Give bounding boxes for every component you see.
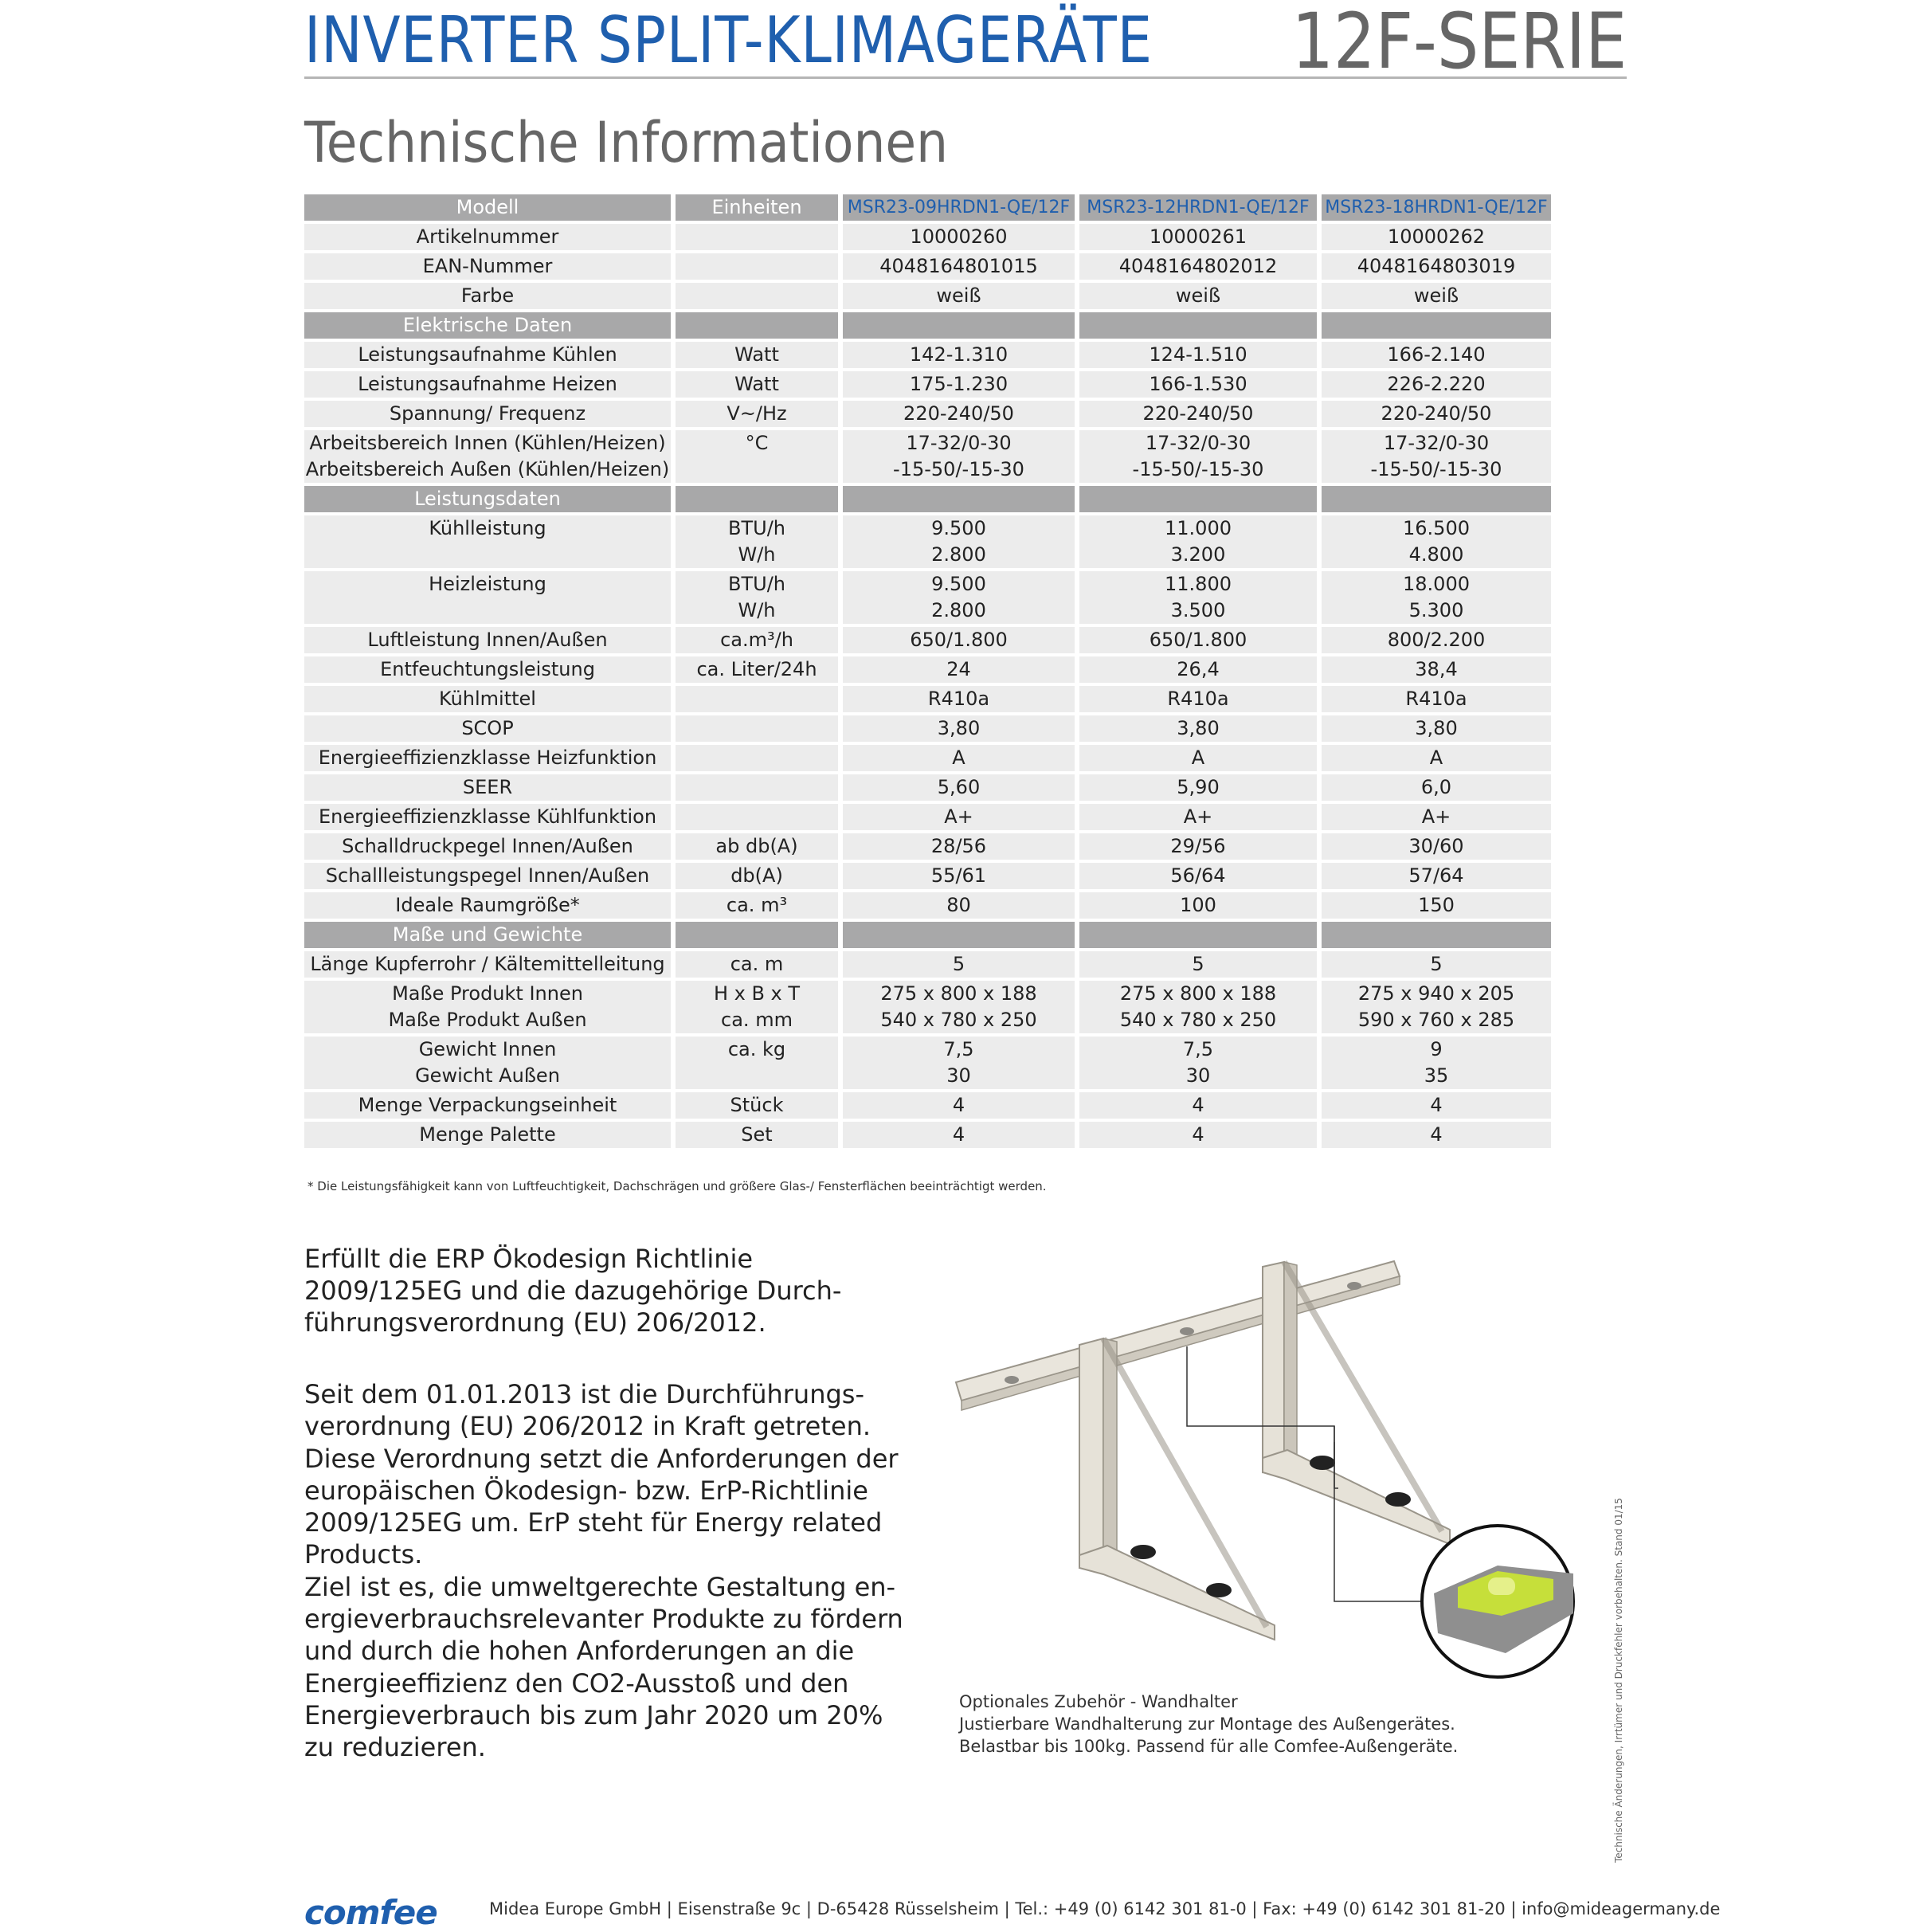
row-unit: Watt [676, 342, 838, 368]
table-row [304, 981, 1551, 1033]
row-value-2: 4 [1079, 1122, 1317, 1148]
row-value-2: 5,90 [1079, 774, 1317, 801]
section-empty-cell [676, 312, 838, 339]
section-empty-cell [676, 922, 838, 948]
footnote: * Die Leistungsfähigkeit kann von Luftfeuchtigkeit, Dachschrägen und größere Glas-/ Fensterflächen beeinträchtigt werden. [307, 1179, 1047, 1193]
table-row [304, 283, 1551, 309]
row-unit [676, 283, 838, 309]
row-label: Schallleistungspegel Innen/Außen [304, 863, 671, 889]
row-value-1: 55/61 [843, 863, 1075, 889]
row-value-1: 650/1.800 [843, 627, 1075, 653]
table-row [304, 224, 1551, 250]
row-value-1: 17-32/0-30 -15-50/-15-30 [843, 430, 1075, 483]
row-unit [676, 686, 838, 712]
erp-body-paragraph [304, 1378, 903, 1764]
row-value-1: weiß [843, 283, 1075, 309]
row-label: Energieeffizienzklasse Heizfunktion [304, 745, 671, 771]
row-unit [676, 253, 838, 280]
row-value-1: 275 x 800 x 188 540 x 780 x 250 [843, 981, 1075, 1033]
header-model-2: MSR23-12HRDN1-QE/12F [1079, 194, 1317, 221]
row-value-3: 38,4 [1322, 656, 1551, 683]
section-empty-cell [1079, 922, 1317, 948]
row-unit [676, 715, 838, 742]
row-value-1: 4 [843, 1092, 1075, 1119]
row-unit: ab db(A) [676, 833, 838, 860]
row-value-2: 4 [1079, 1092, 1317, 1119]
body-line: Energieverbrauch bis zum Jahr 2020 um 20% [304, 1699, 883, 1730]
row-label: Maße Produkt Innen Maße Produkt Außen [304, 981, 671, 1033]
legal-sidenote: Technische Änderungen, Irrtümer und Druckfehler vorbehalten. Stand 01/15 [1613, 1498, 1624, 1863]
intro-line: 2009/125EG und die dazugehörige Durch- [304, 1276, 842, 1306]
body-line: Ziel ist es, die umweltgerechte Gestaltung en- [304, 1571, 896, 1602]
row-unit: BTU/h W/h [676, 571, 838, 624]
erp-intro-paragraph [304, 1243, 878, 1338]
row-unit: H x B x T ca. mm [676, 981, 838, 1033]
table-row [304, 1037, 1551, 1089]
row-value-3: 10000262 [1322, 224, 1551, 250]
footer-address: Midea Europe GmbH | Eisenstraße 9c | D-65428 Rüsselsheim | Tel.: +49 (0) 6142 301 81-0 | Fax: +49 (0) 6142 301 81-20 | info@mideagermany.de [489, 1899, 1721, 1918]
row-label: EAN-Nummer [304, 253, 671, 280]
page-subtitle: Technische Informationen [304, 110, 949, 175]
accessory-caption [959, 1691, 1458, 1758]
row-label: SCOP [304, 715, 671, 742]
row-unit: °C [676, 430, 838, 483]
row-value-3: 57/64 [1322, 863, 1551, 889]
intro-line: Erfüllt die ERP Ökodesign Richtlinie [304, 1244, 754, 1274]
table-row [304, 863, 1551, 889]
section-empty-cell [676, 486, 838, 512]
row-label: SEER [304, 774, 671, 801]
row-value-2: 3,80 [1079, 715, 1317, 742]
row-unit [676, 774, 838, 801]
row-value-3: 5 [1322, 951, 1551, 978]
section-empty-cell [1079, 312, 1317, 339]
row-value-3: 6,0 [1322, 774, 1551, 801]
row-value-2: 7,5 30 [1079, 1037, 1317, 1089]
row-label: Menge Verpackungseinheit [304, 1092, 671, 1119]
section-title: Maße und Gewichte [304, 922, 671, 948]
row-label: Energieeffizienzklasse Kühlfunktion [304, 804, 671, 830]
table-row [304, 253, 1551, 280]
row-value-1: R410a [843, 686, 1075, 712]
row-label: Gewicht Innen Gewicht Außen [304, 1037, 671, 1089]
row-value-2: 100 [1079, 892, 1317, 919]
spec-table [300, 191, 1556, 1151]
header-title: INVERTER SPLIT-KLIMAGERÄTE [304, 3, 1153, 77]
row-label: Leistungsaufnahme Heizen [304, 371, 671, 398]
row-value-3: 226-2.220 [1322, 371, 1551, 398]
row-value-3: 166-2.140 [1322, 342, 1551, 368]
row-value-1: 5 [843, 951, 1075, 978]
row-value-1: 24 [843, 656, 1075, 683]
row-label: Farbe [304, 283, 671, 309]
table-row [304, 804, 1551, 830]
caption-line: Belastbar bis 100kg. Passend für alle Comfee-Außengeräte. [959, 1737, 1459, 1756]
caption-line: Optionales Zubehör - Wandhalter [959, 1692, 1238, 1711]
table-row [304, 892, 1551, 919]
table-header-row [304, 194, 1551, 221]
table-row [304, 571, 1551, 624]
row-value-2: 17-32/0-30 -15-50/-15-30 [1079, 430, 1317, 483]
table-row [304, 686, 1551, 712]
table-row [304, 342, 1551, 368]
row-value-3: 18.000 5.300 [1322, 571, 1551, 624]
row-value-3: 3,80 [1322, 715, 1551, 742]
row-value-3: A+ [1322, 804, 1551, 830]
row-value-1: 220-240/50 [843, 401, 1075, 427]
table-row [304, 515, 1551, 568]
table-row [304, 627, 1551, 653]
row-value-1: 5,60 [843, 774, 1075, 801]
body-line: Products. [304, 1539, 423, 1570]
row-value-1: 80 [843, 892, 1075, 919]
row-value-3: A [1322, 745, 1551, 771]
row-value-2: 29/56 [1079, 833, 1317, 860]
table-row [304, 774, 1551, 801]
row-label: Schalldruckpegel Innen/Außen [304, 833, 671, 860]
row-label: Entfeuchtungsleistung [304, 656, 671, 683]
intro-line: führungsverordnung (EU) 206/2012. [304, 1307, 766, 1338]
row-value-1: 10000260 [843, 224, 1075, 250]
row-unit: ca. Liter/24h [676, 656, 838, 683]
row-value-2: 5 [1079, 951, 1317, 978]
row-value-1: 175-1.230 [843, 371, 1075, 398]
table-row [304, 401, 1551, 427]
row-unit: Stück [676, 1092, 838, 1119]
row-unit: ca. m [676, 951, 838, 978]
row-value-2: A+ [1079, 804, 1317, 830]
row-value-2: 166-1.530 [1079, 371, 1317, 398]
table-row [304, 951, 1551, 978]
row-value-2: 124-1.510 [1079, 342, 1317, 368]
row-value-3: 275 x 940 x 205 590 x 760 x 285 [1322, 981, 1551, 1033]
section-row [304, 922, 1551, 948]
row-value-3: 4048164803019 [1322, 253, 1551, 280]
wall-bracket-illustration [940, 1259, 1593, 1705]
row-label: Länge Kupferrohr / Kältemittelleitung [304, 951, 671, 978]
row-value-3: 4 [1322, 1092, 1551, 1119]
row-value-2: A [1079, 745, 1317, 771]
row-value-1: 7,5 30 [843, 1037, 1075, 1089]
row-value-2: 10000261 [1079, 224, 1317, 250]
body-line: 2009/125EG um. ErP steht für Energy related [304, 1507, 883, 1538]
row-value-3: 220-240/50 [1322, 401, 1551, 427]
row-label: Arbeitsbereich Innen (Kühlen/Heizen) Arbeitsbereich Außen (Kühlen/Heizen) [304, 430, 671, 483]
section-title: Elektrische Daten [304, 312, 671, 339]
section-row [304, 312, 1551, 339]
section-empty-cell [1322, 312, 1551, 339]
row-label: Menge Palette [304, 1122, 671, 1148]
body-line: Energieeffizienz den CO2-Ausstoß und den [304, 1667, 849, 1699]
row-unit [676, 745, 838, 771]
row-unit: BTU/h W/h [676, 515, 838, 568]
row-label: Artikelnummer [304, 224, 671, 250]
row-value-1: 4048164801015 [843, 253, 1075, 280]
body-line: Diese Verordnung setzt die Anforderungen der [304, 1443, 899, 1474]
row-unit [676, 804, 838, 830]
row-value-3: 4 [1322, 1122, 1551, 1148]
row-value-2: 11.000 3.200 [1079, 515, 1317, 568]
header-unit-label: Einheiten [676, 194, 838, 221]
row-unit [676, 224, 838, 250]
section-empty-cell [1079, 486, 1317, 512]
row-value-3: 16.500 4.800 [1322, 515, 1551, 568]
row-value-3: R410a [1322, 686, 1551, 712]
table-row [304, 1092, 1551, 1119]
body-line: verordnung (EU) 206/2012 in Kraft getreten. [304, 1411, 871, 1442]
row-value-1: 28/56 [843, 833, 1075, 860]
table-row [304, 715, 1551, 742]
row-value-2: 4048164802012 [1079, 253, 1317, 280]
row-unit: V~/Hz [676, 401, 838, 427]
row-value-2: 26,4 [1079, 656, 1317, 683]
table-row [304, 371, 1551, 398]
table-row [304, 745, 1551, 771]
row-label: Kühlleistung [304, 515, 671, 568]
row-label: Ideale Raumgröße* [304, 892, 671, 919]
row-value-1: 142-1.310 [843, 342, 1075, 368]
section-empty-cell [843, 312, 1075, 339]
row-label: Heizleistung [304, 571, 671, 624]
row-value-2: 275 x 800 x 188 540 x 780 x 250 [1079, 981, 1317, 1033]
row-value-2: 56/64 [1079, 863, 1317, 889]
page-header [304, 0, 1627, 86]
row-label: Spannung/ Frequenz [304, 401, 671, 427]
row-value-2: weiß [1079, 283, 1317, 309]
row-value-3: 150 [1322, 892, 1551, 919]
table-row [304, 833, 1551, 860]
body-line: zu reduzieren. [304, 1732, 486, 1763]
row-value-2: R410a [1079, 686, 1317, 712]
row-value-1: A+ [843, 804, 1075, 830]
section-title: Leistungsdaten [304, 486, 671, 512]
header-series: 12F-SERIE [1291, 0, 1627, 86]
row-value-2: 220-240/50 [1079, 401, 1317, 427]
row-unit: ca. m³ [676, 892, 838, 919]
section-empty-cell [843, 486, 1075, 512]
caption-line: Justierbare Wandhalterung zur Montage des Außengerätes. [959, 1715, 1455, 1734]
row-value-1: 9.500 2.800 [843, 571, 1075, 624]
row-value-1: A [843, 745, 1075, 771]
section-empty-cell [1322, 486, 1551, 512]
row-value-1: 9.500 2.800 [843, 515, 1075, 568]
body-line: Seit dem 01.01.2013 ist die Durchführungs- [304, 1379, 865, 1409]
row-value-2: 650/1.800 [1079, 627, 1317, 653]
body-line: ergieverbrauchsrelevanter Produkte zu fördern [304, 1604, 903, 1635]
row-unit: Watt [676, 371, 838, 398]
body-line: europäischen Ökodesign- bzw. ErP-Richtlinie [304, 1475, 868, 1506]
row-value-3: 800/2.200 [1322, 627, 1551, 653]
row-unit: Set [676, 1122, 838, 1148]
section-empty-cell [843, 922, 1075, 948]
row-value-2: 11.800 3.500 [1079, 571, 1317, 624]
row-value-3: 17-32/0-30 -15-50/-15-30 [1322, 430, 1551, 483]
header-model-label: Modell [304, 194, 671, 221]
row-value-3: 9 35 [1322, 1037, 1551, 1089]
page-footer [304, 1893, 1721, 1932]
section-empty-cell [1322, 922, 1551, 948]
row-label: Luftleistung Innen/Außen [304, 627, 671, 653]
table-row [304, 656, 1551, 683]
header-model-1: MSR23-09HRDN1-QE/12F [843, 194, 1075, 221]
row-label: Kühlmittel [304, 686, 671, 712]
table-row [304, 430, 1551, 483]
row-label: Leistungsaufnahme Kühlen [304, 342, 671, 368]
body-line: und durch die hohen Anforderungen an die [304, 1636, 855, 1667]
row-value-3: 30/60 [1322, 833, 1551, 860]
row-value-1: 3,80 [843, 715, 1075, 742]
row-value-3: weiß [1322, 283, 1551, 309]
header-model-3: MSR23-18HRDN1-QE/12F [1322, 194, 1551, 221]
row-value-1: 4 [843, 1122, 1075, 1148]
table-row [304, 1122, 1551, 1148]
comfee-logo: comfee [304, 1893, 437, 1932]
row-unit: ca.m³/h [676, 627, 838, 653]
section-row [304, 486, 1551, 512]
row-unit: db(A) [676, 863, 838, 889]
row-unit: ca. kg [676, 1037, 838, 1089]
